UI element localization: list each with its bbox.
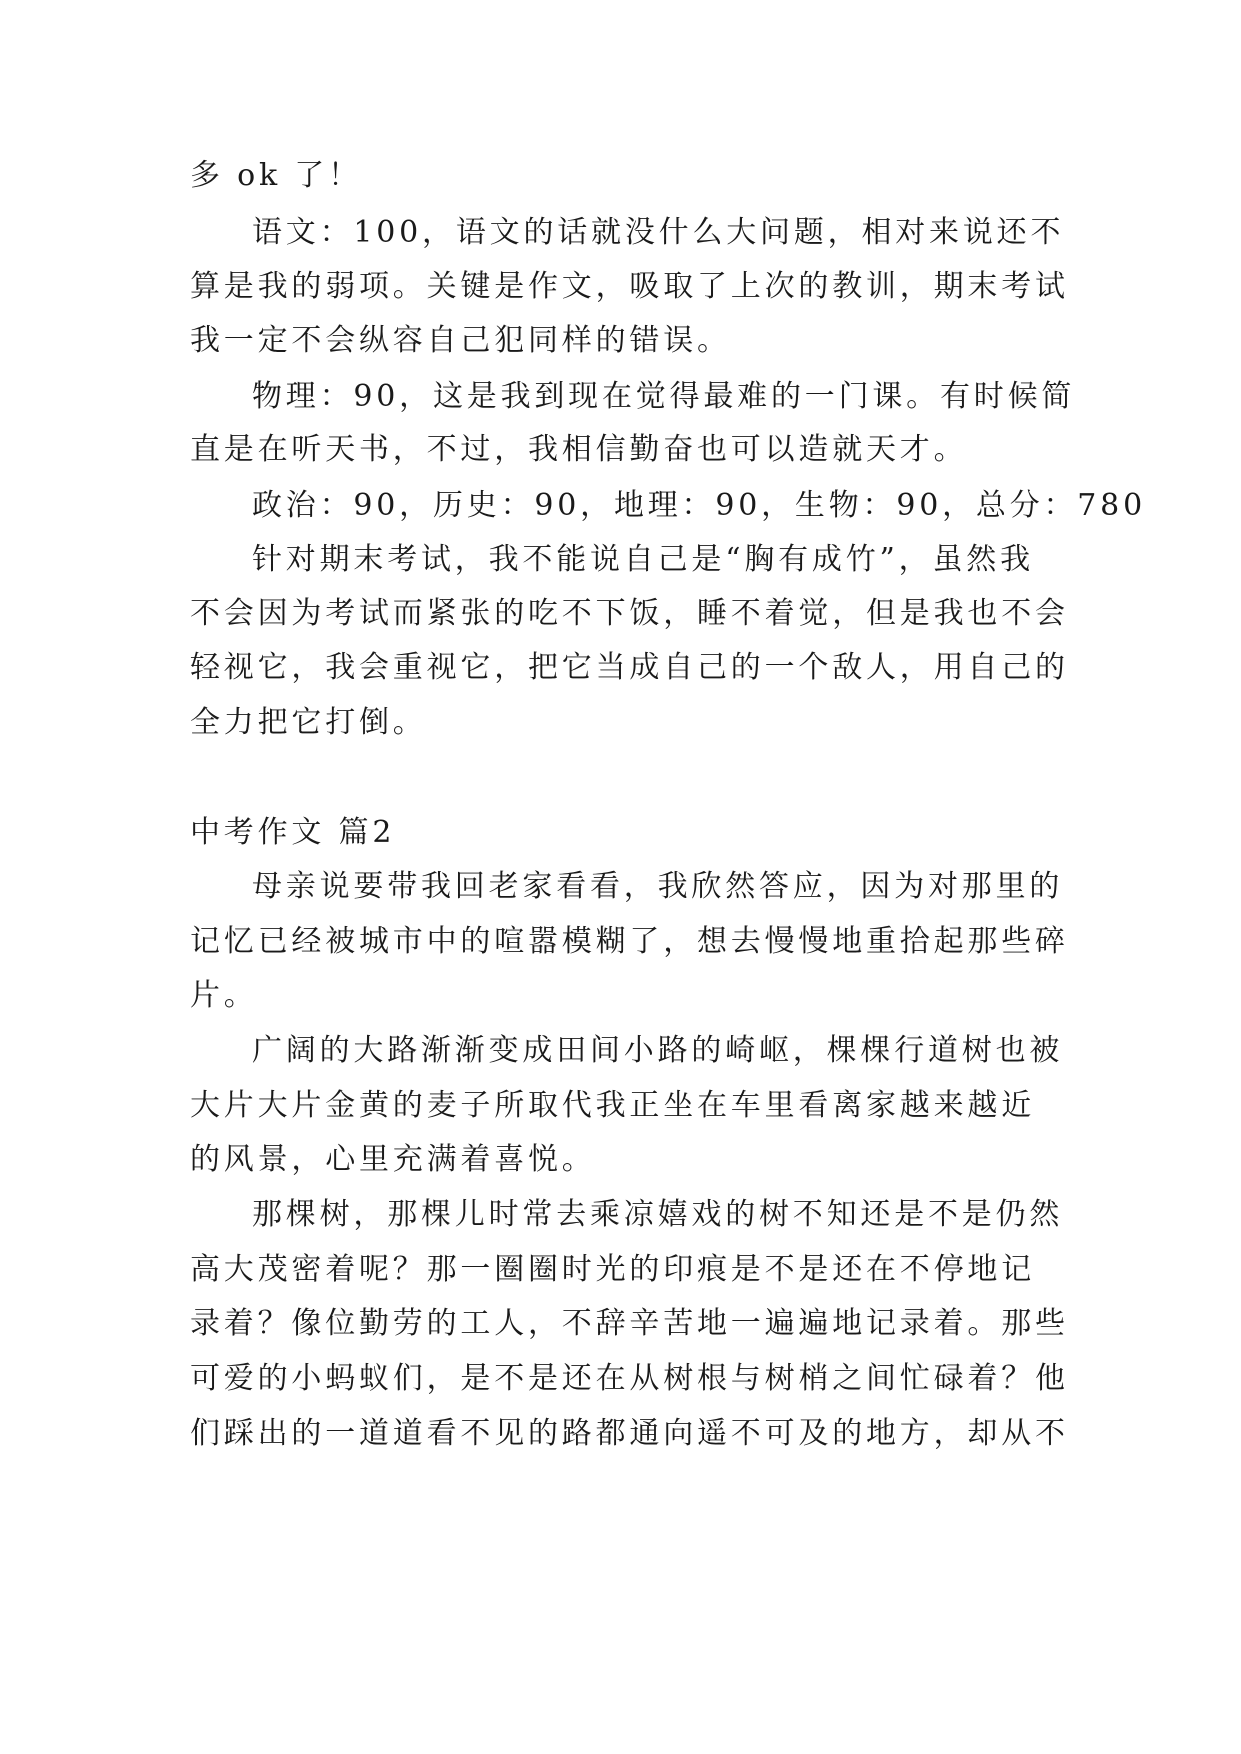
text-line: 多 ok 了！ bbox=[190, 158, 362, 193]
paragraph-tree: 那棵树，那棵儿时常去乘凉嬉戏的树不知还是不是仍然 bbox=[252, 1197, 1064, 1232]
text-line: 我一定不会纵容自己犯同样的错误。 bbox=[190, 323, 731, 358]
text-line: 算是我的弱项。关键是作文，吸取了上次的教训，期末考试 bbox=[190, 269, 1069, 304]
text-line: 录着？像位勤劳的工人，不辞辛苦地一遍遍地记录着。那些 bbox=[190, 1306, 1069, 1341]
paragraph-other-scores: 政治：90，历史：90，地理：90，生物：90，总分：780 bbox=[252, 488, 1146, 523]
paragraph-physics-score: 物理：90，这是我到现在觉得最难的一门课。有时候简 bbox=[252, 379, 1076, 414]
text-line: 记忆已经被城市中的喧嚣模糊了，想去慢慢地重拾起那些碎 bbox=[190, 924, 1069, 959]
text-line: 高大茂密着呢？那一圈圈时光的印痕是不是还在不停地记 bbox=[190, 1252, 1035, 1287]
text-line: 们踩出的一道道看不见的路都通向遥不可及的地方，却从不 bbox=[190, 1416, 1069, 1451]
text-line: 不会因为考试而紧张的吃不下饭，睡不着觉，但是我也不会 bbox=[190, 596, 1069, 631]
section-heading: 中考作文 篇2 bbox=[190, 815, 396, 850]
text-line: 直是在听天书，不过，我相信勤奋也可以造就天才。 bbox=[190, 432, 968, 467]
paragraph-chinese-score: 语文：100，语文的话就没什么大问题，相对来说还不 bbox=[252, 215, 1065, 250]
text-line: 的风景，心里充满着喜悦。 bbox=[190, 1142, 596, 1177]
paragraph-return-home: 母亲说要带我回老家看看，我欣然答应，因为对那里的 bbox=[252, 869, 1064, 904]
text-line: 大片大片金黄的麦子所取代我正坐在车里看离家越来越近 bbox=[190, 1088, 1035, 1123]
text-line: 片。 bbox=[190, 978, 258, 1013]
text-line: 全力把它打倒。 bbox=[190, 705, 427, 740]
text-line: 轻视它，我会重视它，把它当成自己的一个敌人，用自己的 bbox=[190, 650, 1069, 685]
paragraph-exam-attitude: 针对期末考试，我不能说自己是“胸有成竹”，虽然我 bbox=[252, 542, 1034, 577]
text-line: 可爱的小蚂蚁们，是不是还在从树根与树梢之间忙碌着？他 bbox=[190, 1361, 1069, 1396]
paragraph-road: 广阔的大路渐渐变成田间小路的崎岖，棵棵行道树也被 bbox=[252, 1033, 1064, 1068]
